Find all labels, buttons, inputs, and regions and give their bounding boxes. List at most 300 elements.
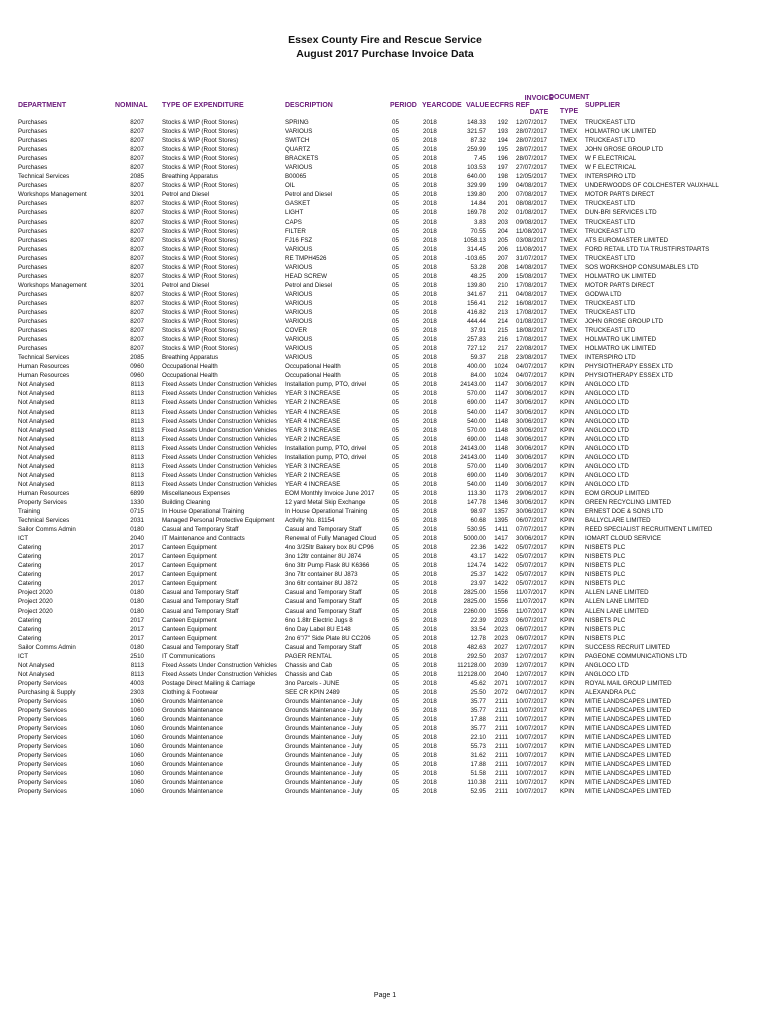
cell-period: 05 — [392, 245, 399, 253]
cell-department: Property Services — [18, 698, 67, 705]
page-number: Page 1 — [373, 992, 397, 999]
cell-supplier: MITIE LANDSCAPES LIMITED — [585, 716, 671, 724]
cell-value: 3.83 — [473, 218, 486, 226]
cell-type: Fixed Assets Under Construction Vehicles — [162, 408, 277, 416]
table-row — [0, 543, 770, 552]
cell-nominal: 8113 — [130, 381, 144, 389]
cell-value: 540.00 — [467, 408, 486, 416]
cell-description: VARIOUS — [285, 345, 313, 353]
cell-nominal: 8113 — [130, 435, 144, 443]
cell-nominal: 8113 — [130, 661, 144, 669]
cell-supplier: ANGLOCO LTD — [585, 408, 629, 416]
cell-value: 17.88 — [470, 716, 486, 724]
cell-ecfrs-ref: 2071 — [494, 679, 508, 687]
cell-type: Breathing Apparatus — [162, 354, 219, 362]
cell-supplier: EOM GROUP LIMITED — [585, 489, 650, 497]
cell-yearcode: 2018 — [423, 281, 437, 289]
cell-yearcode: 2018 — [423, 770, 437, 778]
cell-nominal: 8207 — [130, 182, 144, 190]
cell-ecfrs-ref: 1556 — [494, 589, 508, 597]
cell-description: 3no Parcels - JUNE — [285, 679, 340, 687]
cell-ecfrs-ref: 214 — [497, 318, 508, 326]
table-row — [0, 787, 770, 796]
cell-yearcode: 2018 — [423, 698, 437, 705]
cell-supplier: TRUCKEAST LTD — [585, 137, 636, 145]
cell-ecfrs-ref: 202 — [497, 209, 508, 217]
cell-value: 43.17 — [470, 553, 486, 561]
cell-doc-type: TMEX — [560, 155, 578, 163]
cell-value: 1058.13 — [463, 236, 486, 244]
cell-description: PAGER RENTAL — [285, 652, 332, 660]
cell-description: VARIOUS — [285, 290, 313, 298]
cell-department: Purchases — [18, 272, 48, 280]
report-subtitle: August 2017 Purchase Invoice Data — [296, 48, 474, 60]
cell-ecfrs-ref: 2111 — [495, 698, 508, 705]
table-row — [0, 380, 770, 389]
cell-ecfrs-ref: 2111 — [495, 725, 508, 733]
cell-department: Not Analysed — [18, 390, 55, 398]
cell-invoice-date: 07/08/2017 — [516, 191, 547, 199]
cell-type: Stocks & WIP (Root Stores) — [162, 155, 239, 163]
table-row — [0, 335, 770, 344]
table-row — [0, 281, 770, 290]
cell-period: 05 — [392, 453, 399, 461]
cell-type: Occupational Health — [162, 363, 218, 371]
cell-value: 2825.00 — [463, 589, 486, 597]
cell-period: 05 — [392, 146, 399, 154]
col-header-doc-type-line1: DOCUMENT — [549, 94, 590, 101]
cell-supplier: HOLMATRO UK LIMITED — [585, 336, 657, 344]
cell-type: Fixed Assets Under Construction Vehicles — [162, 390, 277, 398]
cell-supplier: MITIE LANDSCAPES LIMITED — [585, 698, 671, 705]
cell-period: 05 — [392, 182, 399, 190]
cell-description: 6no 1.8ltr Electric Jugs 8 — [285, 616, 353, 624]
cell-doc-type: KPIN — [560, 716, 575, 724]
cell-department: Not Analysed — [18, 399, 55, 407]
cell-nominal: 2017 — [130, 553, 144, 561]
cell-doc-type: TMEX — [560, 336, 578, 344]
cell-value: 570.00 — [467, 462, 486, 470]
cell-nominal: 1060 — [130, 725, 144, 733]
cell-description: Installation pump, PTO, drivel — [285, 444, 367, 452]
cell-invoice-date: 10/07/2017 — [516, 707, 547, 715]
cell-yearcode: 2018 — [423, 209, 437, 217]
table-row — [0, 498, 770, 507]
cell-supplier: ANGLOCO LTD — [585, 661, 629, 669]
table-row — [0, 552, 770, 561]
cell-department: Purchases — [18, 263, 48, 271]
cell-type: Stocks & WIP (Root Stores) — [162, 308, 239, 316]
col-header-doc-type — [549, 94, 589, 116]
table-row — [0, 299, 770, 308]
table-row — [0, 625, 770, 634]
table-row — [0, 426, 770, 435]
cell-invoice-date: 29/06/2017 — [516, 489, 547, 497]
cell-description: Petrol and Diesel — [285, 281, 333, 289]
cell-value: 690.00 — [467, 435, 486, 443]
cell-type: Grounds Maintenance — [162, 788, 223, 796]
cell-period: 05 — [392, 725, 399, 733]
cell-yearcode: 2018 — [423, 670, 437, 678]
cell-supplier: TRUCKEAST LTD — [585, 299, 636, 307]
cell-nominal: 2040 — [130, 535, 144, 543]
cell-ecfrs-ref: 1422 — [494, 562, 508, 570]
cell-doc-type: KPIN — [560, 652, 575, 660]
cell-yearcode: 2018 — [423, 345, 437, 353]
col-header-value: VALUE — [466, 102, 490, 109]
cell-value: 257.83 — [467, 336, 486, 344]
cell-department: Property Services — [18, 779, 67, 787]
cell-ecfrs-ref: 196 — [497, 155, 508, 163]
cell-type: Fixed Assets Under Construction Vehicles — [162, 462, 277, 470]
cell-description: VARIOUS — [285, 263, 313, 271]
cell-value: 329.99 — [467, 182, 486, 190]
table-row — [0, 507, 770, 516]
cell-yearcode: 2018 — [423, 598, 437, 606]
cell-period: 05 — [392, 508, 399, 516]
col-header-doc-type-line2: TYPE — [559, 108, 579, 115]
cell-value: 14.84 — [470, 200, 486, 208]
cell-description: RE TMPH4526 — [285, 254, 327, 262]
cell-ecfrs-ref: 210 — [497, 281, 508, 289]
cell-supplier: PHYSIOTHERAPY ESSEX LTD — [585, 363, 673, 371]
cell-supplier: TRUCKEAST LTD — [585, 327, 636, 335]
table-row — [0, 742, 770, 751]
col-header-invoice-date-line2: DATE — [529, 109, 549, 116]
cell-supplier: ALLEN LANE LIMITED — [585, 607, 649, 615]
cell-value: 35.77 — [470, 698, 486, 705]
cell-period: 05 — [392, 299, 399, 307]
cell-invoice-date: 12/07/2017 — [516, 661, 547, 669]
cell-department: Purchases — [18, 200, 48, 208]
cell-doc-type: TMEX — [560, 345, 578, 353]
cell-invoice-date: 10/07/2017 — [516, 752, 547, 760]
cell-period: 05 — [392, 290, 399, 298]
cell-period: 05 — [392, 761, 399, 769]
cell-supplier: MITIE LANDSCAPES LIMITED — [585, 734, 671, 742]
cell-nominal: 0180 — [130, 607, 144, 615]
cell-department: Catering — [18, 580, 42, 588]
cell-invoice-date: 11/08/2017 — [516, 245, 547, 253]
cell-invoice-date: 05/07/2017 — [516, 562, 547, 570]
cell-type: Stocks & WIP (Root Stores) — [162, 290, 239, 298]
cell-ecfrs-ref: 1147 — [494, 381, 508, 389]
cell-yearcode: 2018 — [423, 399, 437, 407]
cell-department: Catering — [18, 553, 42, 561]
cell-description: YEAR 4 INCREASE — [285, 417, 341, 425]
cell-doc-type: KPIN — [560, 517, 575, 525]
cell-type: Fixed Assets Under Construction Vehicles — [162, 399, 277, 407]
cell-ecfrs-ref: 2111 — [495, 707, 508, 715]
cell-nominal: 3201 — [130, 281, 144, 289]
table-row — [0, 344, 770, 353]
cell-department: Purchases — [18, 318, 48, 326]
cell-doc-type: KPIN — [560, 761, 575, 769]
cell-doc-type: KPIN — [560, 408, 575, 416]
cell-description: LIGHT — [285, 209, 304, 217]
cell-nominal: 2017 — [130, 562, 144, 570]
table-row — [0, 317, 770, 326]
cell-department: Technical Services — [18, 517, 70, 525]
cell-doc-type: TMEX — [560, 354, 578, 362]
cell-type: Canteen Equipment — [162, 544, 217, 552]
table-row — [0, 579, 770, 588]
cell-description: YEAR 2 INCREASE — [285, 471, 341, 479]
cell-department: Property Services — [18, 725, 67, 733]
cell-description: Installation pump, PTO, drivel — [285, 453, 367, 461]
cell-invoice-date: 04/07/2017 — [516, 363, 547, 371]
cell-period: 05 — [392, 616, 399, 624]
cell-invoice-date: 30/06/2017 — [516, 508, 547, 516]
cell-supplier: UNDERWOODS OF COLCHESTER VAUXHALL — [585, 182, 719, 190]
cell-department: Purchases — [18, 164, 48, 172]
table-row — [0, 534, 770, 543]
cell-description: FILTER — [285, 227, 306, 235]
cell-supplier: NISBETS PLC — [585, 634, 626, 642]
cell-invoice-date: 30/06/2017 — [516, 426, 547, 434]
cell-description: Occupational Health — [285, 372, 341, 380]
cell-ecfrs-ref: 1556 — [494, 607, 508, 615]
cell-department: Catering — [18, 634, 42, 642]
cell-period: 05 — [392, 707, 399, 715]
cell-value: 540.00 — [467, 417, 486, 425]
cell-department: Purchases — [18, 146, 48, 154]
cell-invoice-date: 28/07/2017 — [516, 137, 547, 145]
cell-period: 05 — [392, 281, 399, 289]
cell-description: YEAR 3 INCREASE — [285, 426, 341, 434]
cell-ecfrs-ref: 2039 — [494, 661, 508, 669]
cell-value: 98.97 — [470, 508, 486, 516]
cell-yearcode: 2018 — [423, 299, 437, 307]
cell-invoice-date: 15/08/2017 — [516, 272, 547, 280]
cell-period: 05 — [392, 517, 399, 525]
cell-invoice-date: 10/07/2017 — [516, 788, 547, 796]
table-row — [0, 181, 770, 190]
cell-value: 55.73 — [470, 743, 486, 751]
cell-value: 25.37 — [470, 571, 486, 579]
cell-type: Stocks & WIP (Root Stores) — [162, 336, 239, 344]
cell-ecfrs-ref: 212 — [497, 299, 508, 307]
cell-supplier: HOLMATRO UK LIMITED — [585, 272, 657, 280]
cell-invoice-date: 30/06/2017 — [516, 471, 547, 479]
table-row — [0, 326, 770, 335]
cell-doc-type: KPIN — [560, 526, 575, 534]
cell-period: 05 — [392, 209, 399, 217]
cell-doc-type: KPIN — [560, 399, 575, 407]
table-row — [0, 724, 770, 733]
cell-supplier: ATS EUROMASTER LIMITED — [585, 236, 669, 244]
table-row — [0, 254, 770, 263]
cell-ecfrs-ref: 203 — [497, 218, 508, 226]
cell-yearcode: 2018 — [423, 707, 437, 715]
cell-yearcode: 2018 — [423, 661, 437, 669]
cell-ecfrs-ref: 198 — [497, 173, 508, 181]
cell-ecfrs-ref: 207 — [497, 254, 508, 262]
cell-supplier: MITIE LANDSCAPES LIMITED — [585, 707, 671, 715]
cell-nominal: 1060 — [130, 734, 144, 742]
cell-ecfrs-ref: 215 — [497, 327, 508, 335]
cell-yearcode: 2018 — [423, 688, 437, 696]
cell-period: 05 — [392, 562, 399, 570]
cell-ecfrs-ref: 2111 — [495, 788, 508, 796]
cell-ecfrs-ref: 195 — [497, 146, 508, 154]
cell-department: ICT — [18, 652, 28, 660]
table-row — [0, 525, 770, 534]
cell-nominal: 1060 — [130, 752, 144, 760]
cell-department: Catering — [18, 562, 42, 570]
cell-ecfrs-ref: 1148 — [494, 444, 508, 452]
table-row — [0, 561, 770, 570]
cell-department: Human Resources — [18, 372, 70, 380]
cell-yearcode: 2018 — [423, 128, 437, 136]
cell-supplier: ANGLOCO LTD — [585, 453, 629, 461]
table-row — [0, 588, 770, 597]
cell-period: 05 — [392, 634, 399, 642]
cell-ecfrs-ref: 1357 — [494, 508, 508, 516]
cell-invoice-date: 16/08/2017 — [516, 299, 547, 307]
cell-supplier: JOHN GROSE GROUP LTD — [585, 146, 664, 154]
cell-ecfrs-ref: 1556 — [494, 598, 508, 606]
cell-yearcode: 2018 — [423, 625, 437, 633]
cell-ecfrs-ref: 2072 — [494, 688, 508, 696]
cell-value: 45.62 — [470, 679, 486, 687]
cell-supplier: SOS WORKSHOP CONSUMABLES LTD — [585, 263, 699, 271]
cell-invoice-date: 05/07/2017 — [516, 571, 547, 579]
cell-type: Casual and Temporary Staff — [162, 598, 239, 606]
cell-doc-type: KPIN — [560, 698, 575, 705]
cell-description: 3no 6ltr container 8U J872 — [285, 580, 358, 588]
cell-nominal: 1060 — [130, 716, 144, 724]
cell-doc-type: KPIN — [560, 535, 575, 543]
cell-invoice-date: 30/06/2017 — [516, 390, 547, 398]
cell-description: SPRING — [285, 119, 309, 126]
cell-nominal: 1060 — [130, 779, 144, 787]
cell-department: Property Services — [18, 788, 67, 796]
cell-period: 05 — [392, 743, 399, 751]
cell-description: Grounds Maintenance - July — [285, 725, 363, 733]
cell-period: 05 — [392, 254, 399, 262]
cell-ecfrs-ref: 2111 — [495, 752, 508, 760]
cell-supplier: MOTOR PARTS DIRECT — [585, 281, 655, 289]
cell-yearcode: 2018 — [423, 173, 437, 181]
cell-description: EOM Monthly Invoice June 2017 — [285, 489, 375, 497]
cell-yearcode: 2018 — [423, 634, 437, 642]
table-row — [0, 769, 770, 778]
cell-description: 2no 6"/7" Side Plate 8U CC206 — [285, 634, 371, 642]
cell-doc-type: KPIN — [560, 616, 575, 624]
table-row — [0, 190, 770, 199]
cell-ecfrs-ref: 1417 — [494, 535, 508, 543]
cell-department: Purchases — [18, 308, 48, 316]
cell-type: Canteen Equipment — [162, 625, 217, 633]
cell-description: Casual and Temporary Staff — [285, 589, 362, 597]
cell-department: Purchases — [18, 345, 48, 353]
cell-ecfrs-ref: 2027 — [494, 643, 508, 651]
cell-department: Catering — [18, 544, 42, 552]
cell-department: Purchases — [18, 327, 48, 335]
cell-description: Grounds Maintenance - July — [285, 734, 363, 742]
cell-ecfrs-ref: 1422 — [494, 553, 508, 561]
cell-supplier: ANGLOCO LTD — [585, 444, 629, 452]
cell-ecfrs-ref: 217 — [497, 345, 508, 353]
cell-period: 05 — [392, 526, 399, 534]
cell-yearcode: 2018 — [423, 716, 437, 724]
cell-supplier: NISBETS PLC — [585, 580, 626, 588]
cell-value: 51.58 — [470, 770, 486, 778]
cell-supplier: ANGLOCO LTD — [585, 480, 629, 488]
table-row — [0, 480, 770, 489]
cell-description: VARIOUS — [285, 245, 313, 253]
table-row — [0, 643, 770, 652]
cell-supplier: GREEN RECYCLING LIMITED — [585, 498, 671, 506]
cell-nominal: 2303 — [130, 688, 144, 696]
cell-department: Purchases — [18, 119, 48, 126]
cell-value: 24143.00 — [460, 444, 486, 452]
table-row — [0, 118, 770, 127]
cell-department: Not Analysed — [18, 471, 55, 479]
table-row — [0, 127, 770, 136]
table-row — [0, 597, 770, 606]
cell-doc-type: TMEX — [560, 119, 578, 126]
cell-type: Managed Personal Protective Equipment — [162, 517, 275, 525]
cell-supplier: ANGLOCO LTD — [585, 471, 629, 479]
cell-value: 113.30 — [467, 489, 486, 497]
cell-description: Grounds Maintenance - July — [285, 707, 363, 715]
table-row — [0, 371, 770, 380]
cell-ecfrs-ref: 2111 — [495, 743, 508, 751]
cell-nominal: 1330 — [130, 498, 144, 506]
cell-nominal: 2085 — [130, 354, 144, 362]
cell-department: Not Analysed — [18, 435, 55, 443]
cell-doc-type: KPIN — [560, 607, 575, 615]
cell-yearcode: 2018 — [423, 480, 437, 488]
cell-doc-type: TMEX — [560, 327, 578, 335]
cell-type: IT Communications — [162, 652, 216, 660]
cell-description: YEAR 4 INCREASE — [285, 408, 341, 416]
cell-supplier: ERNEST DOE & SONS LTD — [585, 508, 664, 516]
cell-doc-type: KPIN — [560, 381, 575, 389]
cell-value: 33.54 — [470, 625, 486, 633]
cell-invoice-date: 01/08/2017 — [516, 209, 547, 217]
cell-doc-type: KPIN — [560, 471, 575, 479]
cell-supplier: ANGLOCO LTD — [585, 390, 629, 398]
cell-department: Purchases — [18, 182, 48, 190]
cell-invoice-date: 10/07/2017 — [516, 770, 547, 778]
cell-period: 05 — [392, 363, 399, 371]
cell-description: Grounds Maintenance - July — [285, 752, 363, 760]
cell-ecfrs-ref: 1149 — [494, 462, 508, 470]
cell-description: CAPS — [285, 218, 302, 226]
cell-ecfrs-ref: 1149 — [494, 480, 508, 488]
cell-type: Stocks & WIP (Root Stores) — [162, 227, 239, 235]
table-row — [0, 751, 770, 760]
cell-invoice-date: 22/08/2017 — [516, 345, 547, 353]
cell-yearcode: 2018 — [423, 137, 437, 145]
cell-doc-type: TMEX — [560, 164, 578, 172]
cell-doc-type: TMEX — [560, 227, 578, 235]
cell-supplier: HOLMATRO UK LIMITED — [585, 128, 657, 136]
cell-yearcode: 2018 — [423, 734, 437, 742]
cell-supplier: NISBETS PLC — [585, 553, 626, 561]
cell-doc-type: TMEX — [560, 263, 578, 271]
cell-period: 05 — [392, 471, 399, 479]
cell-ecfrs-ref: 197 — [497, 164, 508, 172]
cell-yearcode: 2018 — [423, 544, 437, 552]
cell-description: VARIOUS — [285, 164, 313, 172]
cell-type: Canteen Equipment — [162, 571, 217, 579]
cell-invoice-date: 27/07/2017 — [516, 164, 547, 172]
cell-doc-type: TMEX — [560, 290, 578, 298]
